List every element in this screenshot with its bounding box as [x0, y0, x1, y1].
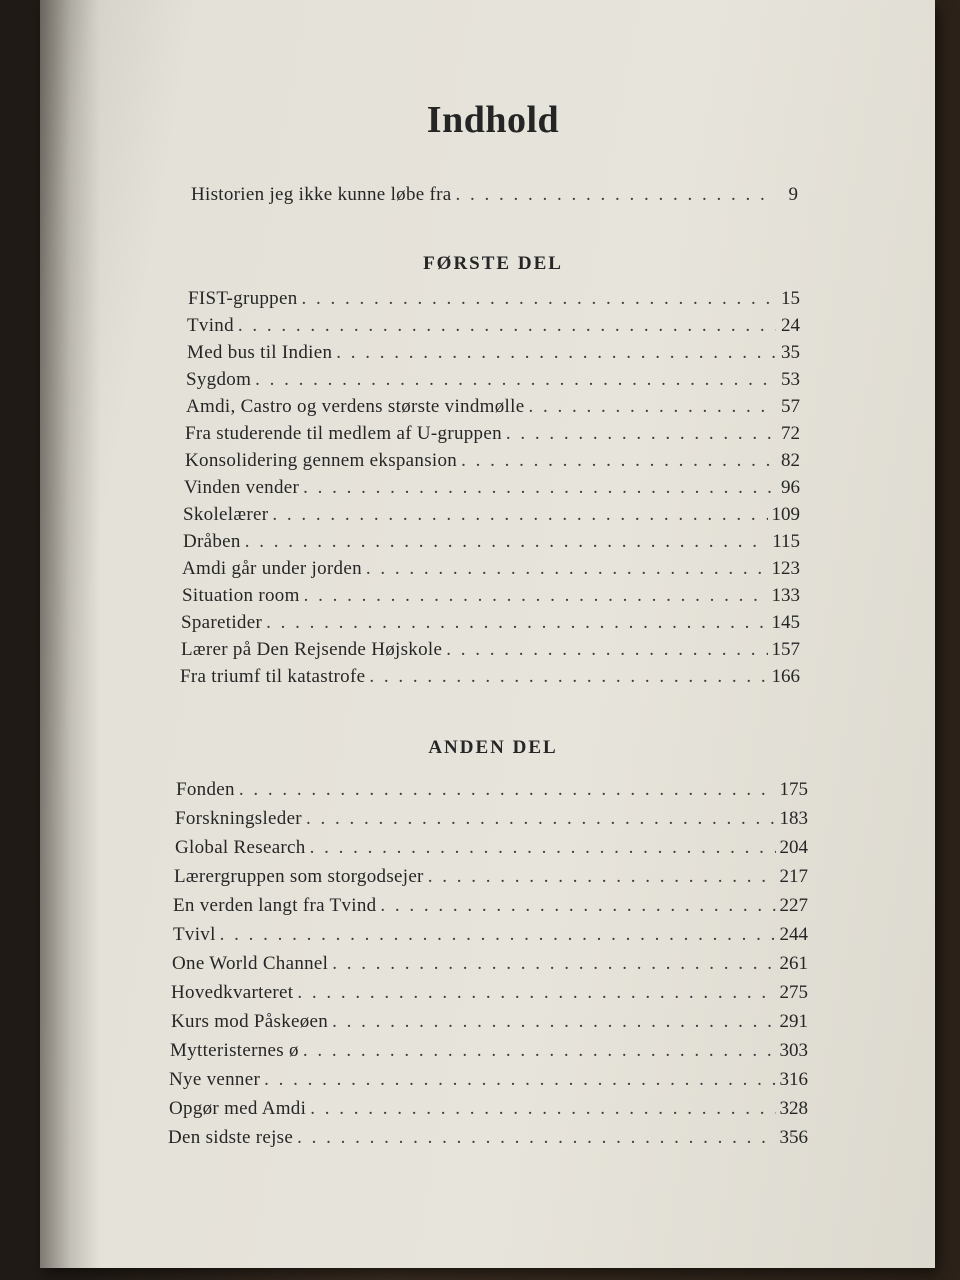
toc-entry-page: 72	[781, 423, 800, 444]
toc-entry-label: Mytteristernes ø	[170, 1040, 299, 1061]
toc-entry	[180, 666, 800, 692]
toc-entry	[188, 288, 800, 314]
toc-entry-label: Dråben	[183, 531, 241, 552]
toc-entry-page: 157	[771, 639, 800, 660]
toc-entry	[182, 585, 800, 611]
toc-entry	[185, 450, 800, 476]
toc-entry-label: Opgør med Amdi	[169, 1098, 307, 1119]
toc-entry	[186, 369, 800, 395]
toc-entry-label: Tvind	[187, 315, 234, 336]
toc-entry-label: Med bus til Indien	[187, 342, 333, 363]
dot-leader	[506, 423, 776, 445]
dot-leader	[366, 558, 768, 580]
toc-entry-page: 133	[771, 585, 800, 606]
page-title: Indhold	[426, 99, 560, 141]
toc-entry	[183, 531, 800, 557]
toc-entry	[186, 396, 800, 422]
dot-leader	[380, 895, 775, 917]
dot-leader	[303, 1040, 776, 1062]
toc-entry-label: Sygdom	[186, 369, 252, 390]
toc-entry	[171, 982, 808, 1008]
dot-leader	[428, 866, 776, 888]
dot-leader	[461, 450, 776, 472]
toc-entry-page: 15	[781, 288, 800, 309]
toc-entry-label: Historien jeg ikke kunne løbe fra	[191, 184, 452, 205]
toc-entry-label: Fra triumf til katastrofe	[180, 666, 366, 687]
toc-entry	[168, 1127, 808, 1153]
toc-entry-page: 303	[779, 1040, 808, 1061]
toc-entry-label: Amdi går under jorden	[182, 558, 362, 579]
toc-entry-label: Hovedkvarteret	[171, 982, 294, 1003]
toc-entry-page: 291	[779, 1011, 808, 1032]
toc-entry-page: 24	[781, 315, 800, 336]
toc-entry-label: Global Research	[175, 837, 306, 858]
dot-leader	[306, 808, 776, 830]
toc-entry-page: 244	[779, 924, 808, 945]
toc-entry-page: 123	[771, 558, 800, 579]
dot-leader	[446, 639, 767, 661]
toc-entry	[175, 837, 808, 863]
toc-entry	[170, 1040, 808, 1066]
toc-entry-page: 53	[781, 369, 800, 390]
toc-entry-label: FIST-gruppen	[188, 288, 298, 309]
dot-leader	[238, 315, 776, 337]
dot-leader	[310, 837, 776, 859]
dot-leader	[369, 666, 767, 688]
toc-entry-page: 204	[779, 837, 808, 858]
toc-entry	[171, 1011, 808, 1037]
toc-entry	[185, 423, 800, 449]
toc-entry	[176, 779, 808, 805]
toc-entry-label: Situation room	[182, 585, 300, 606]
dot-leader	[220, 924, 776, 946]
toc-entry-page: 115	[772, 531, 800, 552]
toc-entry-page: 183	[779, 808, 808, 829]
dot-leader	[456, 184, 774, 206]
book-gutter-shadow	[40, 0, 100, 1268]
toc-entry-label: En verden langt fra Tvind	[173, 895, 377, 916]
dot-leader	[302, 288, 776, 310]
toc-entry-page: 145	[771, 612, 800, 633]
dot-leader	[303, 477, 776, 499]
dot-leader	[272, 504, 767, 526]
toc-entry-label: Forskningsleder	[175, 808, 302, 829]
toc-entry-intro	[191, 184, 798, 210]
toc-entry-page: 328	[779, 1098, 808, 1119]
dot-leader	[336, 342, 776, 364]
part-heading-second: ANDEN DEL	[428, 737, 558, 758]
toc-entry	[181, 639, 800, 665]
toc-entry	[175, 808, 808, 834]
part-heading-first: FØRSTE DEL	[423, 253, 563, 274]
toc-entry-page: 96	[781, 477, 800, 498]
toc-entry-label: Nye venner	[169, 1069, 261, 1090]
toc-entry-page: 261	[779, 953, 808, 974]
toc-entry-page: 35	[781, 342, 800, 363]
dot-leader	[239, 779, 776, 801]
toc-entry-label: Lærergruppen som storgodsejer	[174, 866, 424, 887]
dot-leader	[255, 369, 776, 391]
toc-entry-page: 316	[779, 1069, 808, 1090]
toc-entry-label: Amdi, Castro og verdens største vindmølle	[186, 396, 525, 417]
dot-leader	[310, 1098, 775, 1120]
dot-leader	[332, 953, 775, 975]
toc-entry	[184, 477, 800, 503]
toc-entry-page: 57	[781, 396, 800, 417]
dot-leader	[266, 612, 767, 634]
toc-entry-label: Vinden vender	[184, 477, 300, 498]
toc-entry-label: Tvivl	[173, 924, 216, 945]
toc-entry	[187, 342, 800, 368]
toc-entry-page: 217	[779, 866, 808, 887]
toc-entry-page: 166	[771, 666, 800, 687]
toc-entry-page: 175	[779, 779, 808, 800]
toc-entry-label: Kurs mod Påskeøen	[171, 1011, 329, 1032]
toc-entry-label: Sparetider	[181, 612, 263, 633]
toc-entry-label: Skolelærer	[183, 504, 269, 525]
toc-entry-label: Den sidste rejse	[168, 1127, 294, 1148]
toc-entry	[173, 895, 808, 921]
toc-entry	[181, 612, 800, 638]
toc-entry	[187, 315, 800, 341]
toc-entry-label: Fonden	[176, 779, 235, 800]
toc-entry-page: 9	[788, 184, 798, 205]
toc-entry	[172, 953, 808, 979]
toc-entry-label: Fra studerende til medlem af U-gruppen	[185, 423, 502, 444]
toc-entry-page: 82	[781, 450, 800, 471]
toc-entry-page: 356	[779, 1127, 808, 1148]
dot-leader	[332, 1011, 775, 1033]
dot-leader	[245, 531, 768, 553]
toc-entry	[169, 1069, 808, 1095]
dot-leader	[528, 396, 776, 418]
toc-entry-label: Konsolidering gennem ekspansion	[185, 450, 458, 471]
toc-entry	[173, 924, 808, 950]
toc-entry-page: 227	[779, 895, 808, 916]
dot-leader	[264, 1069, 775, 1091]
toc-entry-label: Lærer på Den Rejsende Højskole	[181, 639, 443, 660]
toc-entry	[169, 1098, 808, 1124]
toc-entry-page: 109	[771, 504, 800, 525]
toc-entry	[183, 504, 800, 530]
toc-entry-page: 275	[779, 982, 808, 1003]
dot-leader	[297, 1127, 775, 1149]
dot-leader	[297, 982, 775, 1004]
dot-leader	[304, 585, 768, 607]
toc-entry	[182, 558, 800, 584]
toc-entry-label: One World Channel	[172, 953, 329, 974]
toc-entry	[174, 866, 808, 892]
